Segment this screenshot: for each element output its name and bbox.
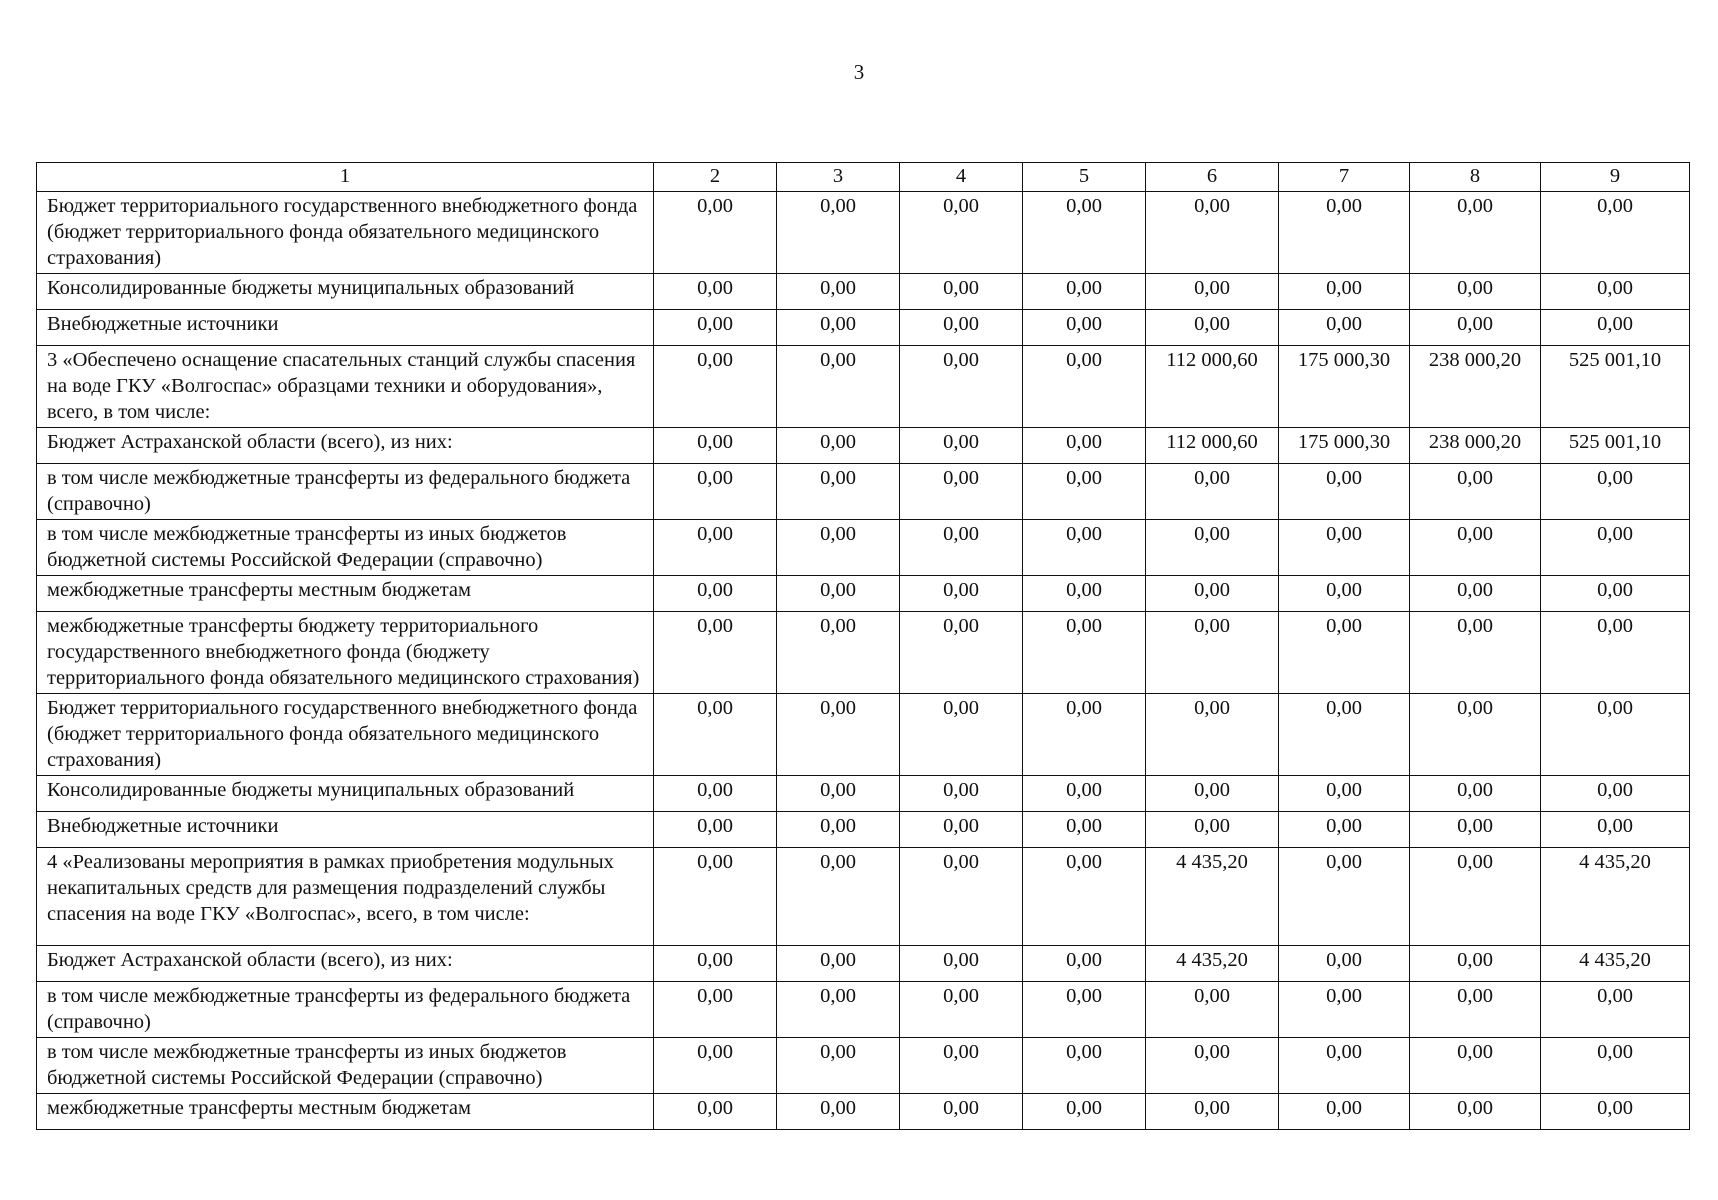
value-cell-col-6: 0,00 — [1146, 1094, 1279, 1130]
value-cell-col-8: 238 000,20 — [1410, 428, 1541, 464]
table-row — [37, 274, 1690, 310]
row-label: Консолидированные бюджеты муниципальных образований — [37, 776, 654, 812]
value-cell-col-9: 0,00 — [1541, 464, 1690, 520]
value-cell-col-7: 0,00 — [1279, 192, 1410, 274]
table-row — [37, 812, 1690, 848]
value-cell-col-2: 0,00 — [654, 848, 777, 946]
value-cell-col-7: 0,00 — [1279, 946, 1410, 982]
value-cell-col-3: 0,00 — [777, 612, 900, 694]
value-cell-col-7: 0,00 — [1279, 274, 1410, 310]
value-cell-col-4: 0,00 — [900, 812, 1023, 848]
value-cell-col-6: 0,00 — [1146, 612, 1279, 694]
header-row — [37, 163, 1690, 192]
table-row — [37, 694, 1690, 776]
value-cell-col-5: 0,00 — [1023, 982, 1146, 1038]
value-cell-col-8: 0,00 — [1410, 694, 1541, 776]
value-cell-col-9: 0,00 — [1541, 1094, 1690, 1130]
value-cell-col-5: 0,00 — [1023, 612, 1146, 694]
value-cell-col-3: 0,00 — [777, 1038, 900, 1094]
value-cell-col-7: 0,00 — [1279, 576, 1410, 612]
table-row — [37, 982, 1690, 1038]
value-cell-col-6: 112 000,60 — [1146, 346, 1279, 428]
table-row — [37, 776, 1690, 812]
value-cell-col-9: 525 001,10 — [1541, 346, 1690, 428]
value-cell-col-4: 0,00 — [900, 848, 1023, 946]
column-number-2: 2 — [654, 163, 777, 192]
value-cell-col-4: 0,00 — [900, 464, 1023, 520]
value-cell-col-3: 0,00 — [777, 346, 900, 428]
value-cell-col-8: 0,00 — [1410, 1094, 1541, 1130]
value-cell-col-8: 0,00 — [1410, 812, 1541, 848]
value-cell-col-8: 0,00 — [1410, 982, 1541, 1038]
value-cell-col-3: 0,00 — [777, 428, 900, 464]
value-cell-col-5: 0,00 — [1023, 576, 1146, 612]
row-label: Внебюджетные источники — [37, 812, 654, 848]
table-row — [37, 520, 1690, 576]
value-cell-col-9: 0,00 — [1541, 310, 1690, 346]
value-cell-col-5: 0,00 — [1023, 274, 1146, 310]
value-cell-col-3: 0,00 — [777, 776, 900, 812]
value-cell-col-4: 0,00 — [900, 694, 1023, 776]
row-label: Бюджет Астраханской области (всего), из них: — [37, 946, 654, 982]
value-cell-col-3: 0,00 — [777, 192, 900, 274]
value-cell-col-2: 0,00 — [654, 694, 777, 776]
value-cell-col-2: 0,00 — [654, 1038, 777, 1094]
table-row — [37, 848, 1690, 946]
value-cell-col-9: 0,00 — [1541, 576, 1690, 612]
value-cell-col-6: 0,00 — [1146, 274, 1279, 310]
value-cell-col-2: 0,00 — [654, 192, 777, 274]
row-label: Бюджет Астраханской области (всего), из них: — [37, 428, 654, 464]
value-cell-col-8: 0,00 — [1410, 520, 1541, 576]
table-row — [37, 464, 1690, 520]
value-cell-col-8: 0,00 — [1410, 310, 1541, 346]
value-cell-col-7: 0,00 — [1279, 812, 1410, 848]
value-cell-col-9: 0,00 — [1541, 612, 1690, 694]
value-cell-col-3: 0,00 — [777, 274, 900, 310]
value-cell-col-2: 0,00 — [654, 274, 777, 310]
table-row — [37, 1038, 1690, 1094]
value-cell-col-4: 0,00 — [900, 346, 1023, 428]
value-cell-col-4: 0,00 — [900, 428, 1023, 464]
value-cell-col-3: 0,00 — [777, 464, 900, 520]
value-cell-col-8: 0,00 — [1410, 1038, 1541, 1094]
value-cell-col-8: 0,00 — [1410, 848, 1541, 946]
value-cell-col-6: 112 000,60 — [1146, 428, 1279, 464]
value-cell-col-2: 0,00 — [654, 428, 777, 464]
value-cell-col-6: 0,00 — [1146, 812, 1279, 848]
row-label: 4 «Реализованы мероприятия в рамках приобретения модульных некапитальных средств для размещения подразделений службы спасения на воде ГКУ «Волгоспас», всего, в том числе: — [37, 848, 654, 946]
value-cell-col-4: 0,00 — [900, 1094, 1023, 1130]
value-cell-col-6: 0,00 — [1146, 310, 1279, 346]
value-cell-col-8: 0,00 — [1410, 946, 1541, 982]
value-cell-col-6: 4 435,20 — [1146, 946, 1279, 982]
row-label: Консолидированные бюджеты муниципальных образований — [37, 274, 654, 310]
value-cell-col-2: 0,00 — [654, 946, 777, 982]
column-number-1: 1 — [37, 163, 654, 192]
value-cell-col-5: 0,00 — [1023, 848, 1146, 946]
value-cell-col-6: 0,00 — [1146, 1038, 1279, 1094]
value-cell-col-9: 0,00 — [1541, 776, 1690, 812]
column-number-3: 3 — [777, 163, 900, 192]
table-row — [37, 310, 1690, 346]
value-cell-col-3: 0,00 — [777, 1094, 900, 1130]
table-row — [37, 1094, 1690, 1130]
value-cell-col-9: 4 435,20 — [1541, 946, 1690, 982]
value-cell-col-5: 0,00 — [1023, 1038, 1146, 1094]
value-cell-col-5: 0,00 — [1023, 464, 1146, 520]
row-label: Внебюджетные источники — [37, 310, 654, 346]
value-cell-col-5: 0,00 — [1023, 694, 1146, 776]
value-cell-col-4: 0,00 — [900, 310, 1023, 346]
row-label: межбюджетные трансферты местным бюджетам — [37, 576, 654, 612]
value-cell-col-4: 0,00 — [900, 192, 1023, 274]
value-cell-col-7: 0,00 — [1279, 848, 1410, 946]
value-cell-col-9: 0,00 — [1541, 1038, 1690, 1094]
value-cell-col-3: 0,00 — [777, 812, 900, 848]
value-cell-col-3: 0,00 — [777, 520, 900, 576]
value-cell-col-5: 0,00 — [1023, 812, 1146, 848]
value-cell-col-7: 0,00 — [1279, 1038, 1410, 1094]
value-cell-col-9: 525 001,10 — [1541, 428, 1690, 464]
value-cell-col-6: 0,00 — [1146, 520, 1279, 576]
table-body — [37, 192, 1690, 1130]
value-cell-col-6: 4 435,20 — [1146, 848, 1279, 946]
table-row — [37, 346, 1690, 428]
table-row — [37, 428, 1690, 464]
value-cell-col-2: 0,00 — [654, 776, 777, 812]
value-cell-col-6: 0,00 — [1146, 982, 1279, 1038]
value-cell-col-6: 0,00 — [1146, 694, 1279, 776]
row-label: межбюджетные трансферты бюджету территориального государственного внебюджетного фонда (бюджету территориального фонда обязательного медицинского страхования) — [37, 612, 654, 694]
value-cell-col-3: 0,00 — [777, 946, 900, 982]
row-label: в том числе межбюджетные трансферты из иных бюджетов бюджетной системы Российской Федерации (справочно) — [37, 520, 654, 576]
value-cell-col-9: 0,00 — [1541, 192, 1690, 274]
value-cell-col-3: 0,00 — [777, 848, 900, 946]
value-cell-col-7: 0,00 — [1279, 612, 1410, 694]
value-cell-col-6: 0,00 — [1146, 464, 1279, 520]
value-cell-col-5: 0,00 — [1023, 428, 1146, 464]
value-cell-col-9: 0,00 — [1541, 982, 1690, 1038]
value-cell-col-9: 0,00 — [1541, 812, 1690, 848]
value-cell-col-5: 0,00 — [1023, 192, 1146, 274]
table-row — [37, 576, 1690, 612]
row-label: Бюджет территориального государственного внебюджетного фонда (бюджет территориального фонда обязательного медицинского страхования) — [37, 192, 654, 274]
row-label: в том числе межбюджетные трансферты из федерального бюджета (справочно) — [37, 464, 654, 520]
table-row — [37, 612, 1690, 694]
table-row — [37, 946, 1690, 982]
value-cell-col-7: 0,00 — [1279, 310, 1410, 346]
value-cell-col-2: 0,00 — [654, 310, 777, 346]
value-cell-col-2: 0,00 — [654, 612, 777, 694]
value-cell-col-3: 0,00 — [777, 576, 900, 612]
value-cell-col-5: 0,00 — [1023, 346, 1146, 428]
column-number-9: 9 — [1541, 163, 1690, 192]
value-cell-col-7: 0,00 — [1279, 694, 1410, 776]
value-cell-col-5: 0,00 — [1023, 520, 1146, 576]
value-cell-col-2: 0,00 — [654, 346, 777, 428]
value-cell-col-4: 0,00 — [900, 776, 1023, 812]
value-cell-col-3: 0,00 — [777, 310, 900, 346]
value-cell-col-9: 0,00 — [1541, 274, 1690, 310]
value-cell-col-4: 0,00 — [900, 274, 1023, 310]
value-cell-col-5: 0,00 — [1023, 946, 1146, 982]
value-cell-col-3: 0,00 — [777, 982, 900, 1038]
value-cell-col-5: 0,00 — [1023, 776, 1146, 812]
value-cell-col-5: 0,00 — [1023, 310, 1146, 346]
value-cell-col-2: 0,00 — [654, 1094, 777, 1130]
value-cell-col-8: 0,00 — [1410, 192, 1541, 274]
value-cell-col-7: 0,00 — [1279, 776, 1410, 812]
column-number-6: 6 — [1146, 163, 1279, 192]
table-row — [37, 192, 1690, 274]
value-cell-col-2: 0,00 — [654, 464, 777, 520]
value-cell-col-7: 0,00 — [1279, 520, 1410, 576]
row-label: межбюджетные трансферты местным бюджетам — [37, 1094, 654, 1130]
value-cell-col-2: 0,00 — [654, 812, 777, 848]
value-cell-col-8: 0,00 — [1410, 776, 1541, 812]
value-cell-col-2: 0,00 — [654, 576, 777, 612]
value-cell-col-6: 0,00 — [1146, 576, 1279, 612]
value-cell-col-8: 0,00 — [1410, 274, 1541, 310]
value-cell-col-4: 0,00 — [900, 576, 1023, 612]
value-cell-col-9: 0,00 — [1541, 694, 1690, 776]
value-cell-col-2: 0,00 — [654, 982, 777, 1038]
value-cell-col-8: 0,00 — [1410, 464, 1541, 520]
row-label: в том числе межбюджетные трансферты из иных бюджетов бюджетной системы Российской Федерации (справочно) — [37, 1038, 654, 1094]
value-cell-col-6: 0,00 — [1146, 192, 1279, 274]
value-cell-col-8: 0,00 — [1410, 576, 1541, 612]
value-cell-col-7: 0,00 — [1279, 1094, 1410, 1130]
value-cell-col-2: 0,00 — [654, 520, 777, 576]
budget-table — [36, 162, 1690, 1130]
value-cell-col-6: 0,00 — [1146, 776, 1279, 812]
value-cell-col-4: 0,00 — [900, 1038, 1023, 1094]
value-cell-col-4: 0,00 — [900, 982, 1023, 1038]
value-cell-col-4: 0,00 — [900, 946, 1023, 982]
column-number-8: 8 — [1410, 163, 1541, 192]
row-label: в том числе межбюджетные трансферты из федерального бюджета (справочно) — [37, 982, 654, 1038]
column-number-5: 5 — [1023, 163, 1146, 192]
value-cell-col-8: 0,00 — [1410, 612, 1541, 694]
row-label: 3 «Обеспечено оснащение спасательных станций службы спасения на воде ГКУ «Волгоспас» образцами техники и оборудования», всего, в том числе: — [37, 346, 654, 428]
value-cell-col-4: 0,00 — [900, 520, 1023, 576]
value-cell-col-9: 0,00 — [1541, 520, 1690, 576]
value-cell-col-7: 0,00 — [1279, 982, 1410, 1038]
column-number-4: 4 — [900, 163, 1023, 192]
value-cell-col-7: 0,00 — [1279, 464, 1410, 520]
column-number-7: 7 — [1279, 163, 1410, 192]
value-cell-col-7: 175 000,30 — [1279, 346, 1410, 428]
row-label: Бюджет территориального государственного внебюджетного фонда (бюджет территориального фонда обязательного медицинского страхования) — [37, 694, 654, 776]
value-cell-col-7: 175 000,30 — [1279, 428, 1410, 464]
value-cell-col-8: 238 000,20 — [1410, 346, 1541, 428]
value-cell-col-4: 0,00 — [900, 612, 1023, 694]
value-cell-col-9: 4 435,20 — [1541, 848, 1690, 946]
table-header — [37, 163, 1690, 192]
value-cell-col-3: 0,00 — [777, 694, 900, 776]
page-number: 3 — [853, 60, 865, 84]
value-cell-col-5: 0,00 — [1023, 1094, 1146, 1130]
